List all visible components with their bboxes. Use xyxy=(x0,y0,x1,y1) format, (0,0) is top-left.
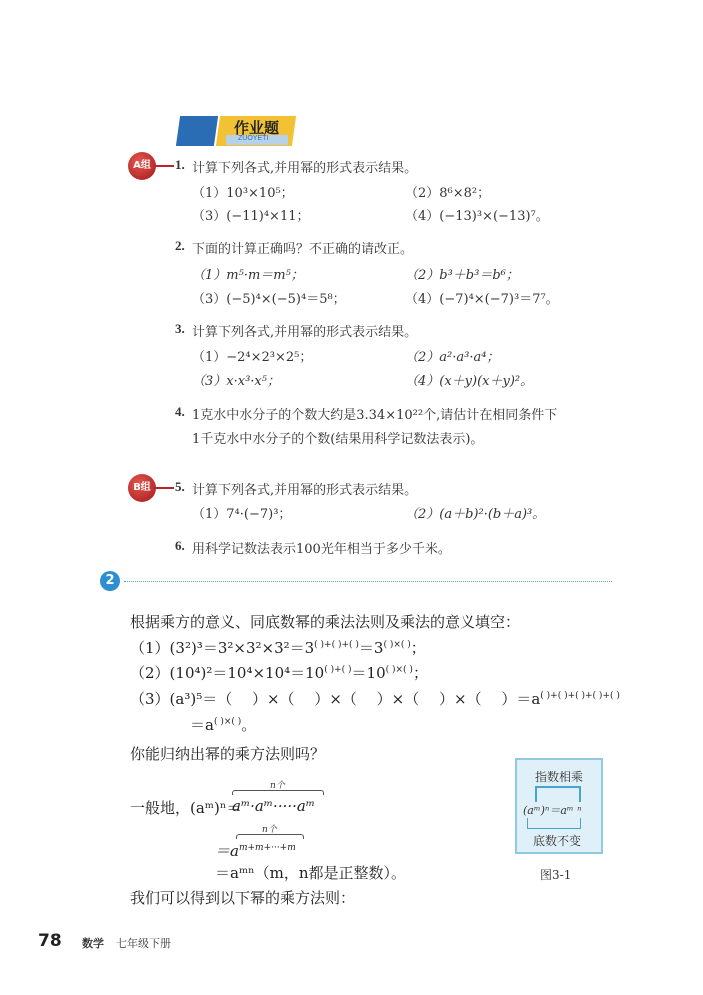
q4-text: 1克水中水分子的个数大约是3.34×10²²个,请估计在相同条件下 xyxy=(192,408,558,423)
fill-line-1: （1）(3²)³＝3²×3²×3²＝3( )+( )+( )＝3( )×( )； xyxy=(130,639,426,657)
homework-header xyxy=(178,116,296,146)
q3-item: （4）(x＋y)(x＋y)²。 xyxy=(405,374,534,389)
general-formula-line3: ＝aᵐⁿ（m，n都是正整数）。 xyxy=(215,864,407,882)
conclusion-text: 我们可以得到以下幂的乘方法则： xyxy=(130,889,356,907)
question-text: 你能归纳出幂的乘方法则吗？ xyxy=(130,745,326,763)
q4-text: 1千克水中水分子的个数(结果用科学记数法表示)。 xyxy=(192,432,484,447)
general-formula-prefix: 一般地，(aᵐ)ⁿ＝ xyxy=(130,799,242,817)
q3-text: 计算下列各式,并用幂的形式表示结果。 xyxy=(192,325,418,340)
fill-line-3b: ＝a( )×( )。 xyxy=(190,716,257,734)
figure-3-1 xyxy=(515,758,603,854)
fill-in-intro: 根据乘方的意义、同底数幂的乘法法则及乘法的意义填空： xyxy=(130,613,521,631)
q5-item: （2）(a＋b)²·(b＋a)³。 xyxy=(405,507,546,522)
footer-subject: 数学 xyxy=(82,937,104,950)
q1-number: 1. xyxy=(175,157,185,172)
q2-item: （1）m⁵·m＝m⁵； xyxy=(192,268,304,283)
book-pencil-icon xyxy=(176,116,218,146)
group-b-badge: B组 xyxy=(128,474,156,502)
group-a-badge: A组 xyxy=(128,152,156,180)
q1-item: （1）10³×10⁵； xyxy=(192,186,294,201)
n-count-label: n个 xyxy=(270,781,285,791)
q2-number: 2. xyxy=(175,238,185,253)
general-formula-line2: $=a^{m+m+\cdot\cdot\cdot+m}$ xyxy=(215,842,296,860)
q4-number: 4. xyxy=(175,404,185,419)
general-formula-line1: aᵐ·aᵐ·····aᵐ xyxy=(232,797,316,815)
section-number-badge: 2 xyxy=(100,571,120,591)
q1-item: （2）8⁶×8²； xyxy=(405,186,491,201)
q2-item: （3）(−5)⁴×(−5)⁴＝5⁸； xyxy=(192,292,346,307)
q1-item: （3）(−11)⁴×11； xyxy=(192,209,310,224)
overbrace xyxy=(236,834,304,839)
figure-top-label: 指数相乘 xyxy=(535,770,584,784)
q6-number: 6. xyxy=(175,538,185,553)
fill-line-3: （3）(a³)⁵＝（ ）×（ ）×（ ）×（ ）×（ ）＝a( )+( )+( )+( )+( ) xyxy=(130,690,620,708)
figure-bottom-label: 底数不变 xyxy=(533,834,582,848)
q1-text: 计算下列各式,并用幂的形式表示结果。 xyxy=(192,161,418,176)
homework-title: 作业题 xyxy=(234,119,280,137)
q3-item: （3）x·x³·x⁵； xyxy=(192,374,280,389)
page-number: 78 xyxy=(38,931,62,951)
dotted-divider xyxy=(124,581,612,582)
q6-text: 用科学记数法表示100光年相当于多少千米。 xyxy=(192,542,451,557)
q2-text: 下面的计算正确吗？不正确的请改正。 xyxy=(192,242,414,257)
q1-item: （4）(−13)³×(−13)⁷。 xyxy=(405,209,549,224)
figure-formula: (aᵐ)ⁿ＝aᵐ ⁿ xyxy=(523,804,582,817)
fill-line-2: （2）(10⁴)²＝10⁴×10⁴＝10( )+( )＝10( )×( )； xyxy=(130,664,428,682)
footer-grade: 七年级下册 xyxy=(116,937,171,950)
q2-item: （2）b³＋b³＝b⁶； xyxy=(405,268,519,283)
q5-text: 计算下列各式,并用幂的形式表示结果。 xyxy=(192,483,418,498)
q3-item: （2）a²·a³·a⁴； xyxy=(405,350,500,365)
q3-item: （1）−2⁴×2³×2⁵； xyxy=(192,350,313,365)
n-count-label: n个 xyxy=(262,825,277,835)
q2-item: （4）(−7)⁴×(−7)³＝7⁷。 xyxy=(405,292,559,307)
homework-subtitle: ZUOYETI xyxy=(238,135,269,142)
q5-item: （1）7⁴·(−7)³； xyxy=(192,507,292,522)
figure-caption: 图3-1 xyxy=(540,868,572,882)
q5-number: 5. xyxy=(175,479,185,494)
overbrace xyxy=(232,790,324,795)
q3-number: 3. xyxy=(175,321,185,336)
